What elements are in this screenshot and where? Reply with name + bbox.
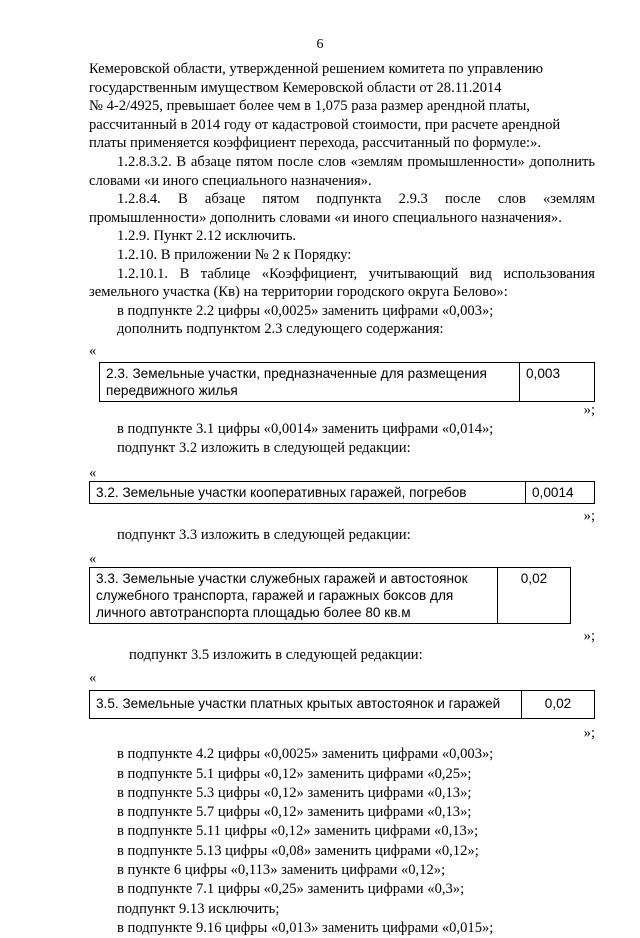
table-cell-value: 0,02 bbox=[522, 691, 595, 719]
table-cell-text: 3.3. Земельные участки служебных гаражей и автостоянок служебного транспорта, гаражей и гаражных боксов для личного автотранспорта площадью более 80 кв.м bbox=[90, 567, 498, 623]
intro-paragraph bbox=[89, 60, 595, 153]
paragraph-1-2-8-4: 1.2.8.4. В абзаце пятом подпункта 2.9.3 после слов «землям промышленности» дополнить словами «и иного специального назначения». bbox=[89, 191, 595, 226]
list-item: в подпункте 9.16 цифры «0,013» заменить цифрами «0,015»; bbox=[117, 919, 494, 936]
table-row bbox=[90, 482, 595, 504]
paragraph-1-2-8-3-2: 1.2.8.3.2. В абзаце пятом после слов «землям промышленности» дополнить словами «и иного специального назначения». bbox=[89, 153, 595, 189]
intro-line: государственным имуществом Кемеровской области от 28.11.2014 bbox=[89, 79, 502, 96]
list-item: в подпункте 5.7 цифры «0,12» заменить цифрами «0,13»; bbox=[117, 804, 472, 821]
line-subitem-3-1: в подпункте 3.1 цифры «0,0014» заменить цифрами «0,014»; bbox=[117, 420, 494, 437]
intro-line: № 4-2/4925, превышает более чем в 1,075 раза размер арендной платы, bbox=[89, 98, 530, 115]
table-3-2 bbox=[89, 481, 595, 504]
table-cell-text: 3.2. Земельные участки кооперативных гаражей, погребов bbox=[90, 482, 526, 504]
table-row bbox=[90, 691, 595, 719]
list-item: в подпункте 5.11 цифры «0,12» заменить цифрами «0,13»; bbox=[117, 823, 479, 840]
list-item: в подпункте 5.1 цифры «0,12» заменить цифрами «0,25»; bbox=[117, 765, 472, 782]
table-cell-value: 0,02 bbox=[498, 567, 571, 623]
document-body bbox=[89, 60, 595, 938]
paragraph-1-2-10: 1.2.10. В приложении № 2 к Порядку: bbox=[117, 246, 352, 263]
close-quote: »; bbox=[583, 401, 595, 418]
open-quote: « bbox=[89, 670, 97, 687]
line-add-subitem-2-3: дополнить подпунктом 2.3 следующего содержания: bbox=[117, 321, 444, 338]
open-quote: « bbox=[89, 465, 97, 482]
page-number: 6 bbox=[316, 37, 324, 52]
table-cell-value: 0,003 bbox=[520, 362, 595, 401]
line-subitem-2-2: в подпункте 2.2 цифры «0,0025» заменить цифрами «0,003»; bbox=[117, 302, 494, 319]
close-quote: »; bbox=[583, 508, 595, 525]
list-item: в подпункте 5.3 цифры «0,12» заменить цифрами «0,13»; bbox=[117, 784, 472, 801]
table-cell-text: 3.5. Земельные участки платных крытых автостоянок и гаражей bbox=[90, 691, 522, 719]
table-row bbox=[90, 567, 571, 623]
table-2-3 bbox=[99, 362, 595, 402]
open-quote: « bbox=[89, 342, 97, 359]
table-2-3-wrapper bbox=[89, 362, 595, 402]
amendments-list bbox=[89, 745, 595, 938]
table-row bbox=[100, 362, 595, 401]
table-3-3 bbox=[89, 567, 571, 624]
table-cell-value: 0,0014 bbox=[526, 482, 595, 504]
line-subitem-3-3: подпункт 3.3 изложить в следующей редакции: bbox=[117, 527, 411, 544]
intro-line: платы применяется коэффициент перехода, рассчитанный по формуле:». bbox=[89, 135, 542, 152]
close-quote: »; bbox=[583, 627, 595, 644]
table-cell-text: 2.3. Земельные участки, предназначенные для размещения передвижного жилья bbox=[100, 362, 520, 401]
list-item: в пункте 6 цифры «0,113» заменить цифрами «0,12»; bbox=[117, 862, 446, 879]
intro-line: рассчитанный в 2014 году от кадастровой стоимости, при расчете арендной bbox=[89, 116, 561, 133]
list-item: подпункт 9.13 исключить; bbox=[117, 900, 280, 917]
list-item: в подпункте 5.13 цифры «0,08» заменить цифрами «0,12»; bbox=[117, 842, 479, 859]
close-quote: »; bbox=[583, 725, 595, 742]
list-item: в подпункте 7.1 цифры «0,25» заменить цифрами «0,3»; bbox=[117, 881, 465, 898]
intro-line: Кемеровской области, утвержденной решением комитета по управлению bbox=[89, 61, 544, 77]
list-item: в подпункте 4.2 цифры «0,0025» заменить цифрами «0,003»; bbox=[117, 746, 494, 763]
paragraph-1-2-9: 1.2.9. Пункт 2.12 исключить. bbox=[117, 228, 297, 245]
open-quote: « bbox=[89, 550, 97, 567]
line-subitem-3-5: подпункт 3.5 изложить в следующей редакции: bbox=[129, 646, 423, 663]
table-3-5 bbox=[89, 690, 595, 719]
paragraph-1-2-10-1: 1.2.10.1. В таблице «Коэффициент, учитывающий вид использования земельного участка (Кв) на территории городского округа Белово»: bbox=[89, 265, 595, 301]
line-subitem-3-2: подпункт 3.2 изложить в следующей редакции: bbox=[117, 439, 411, 456]
